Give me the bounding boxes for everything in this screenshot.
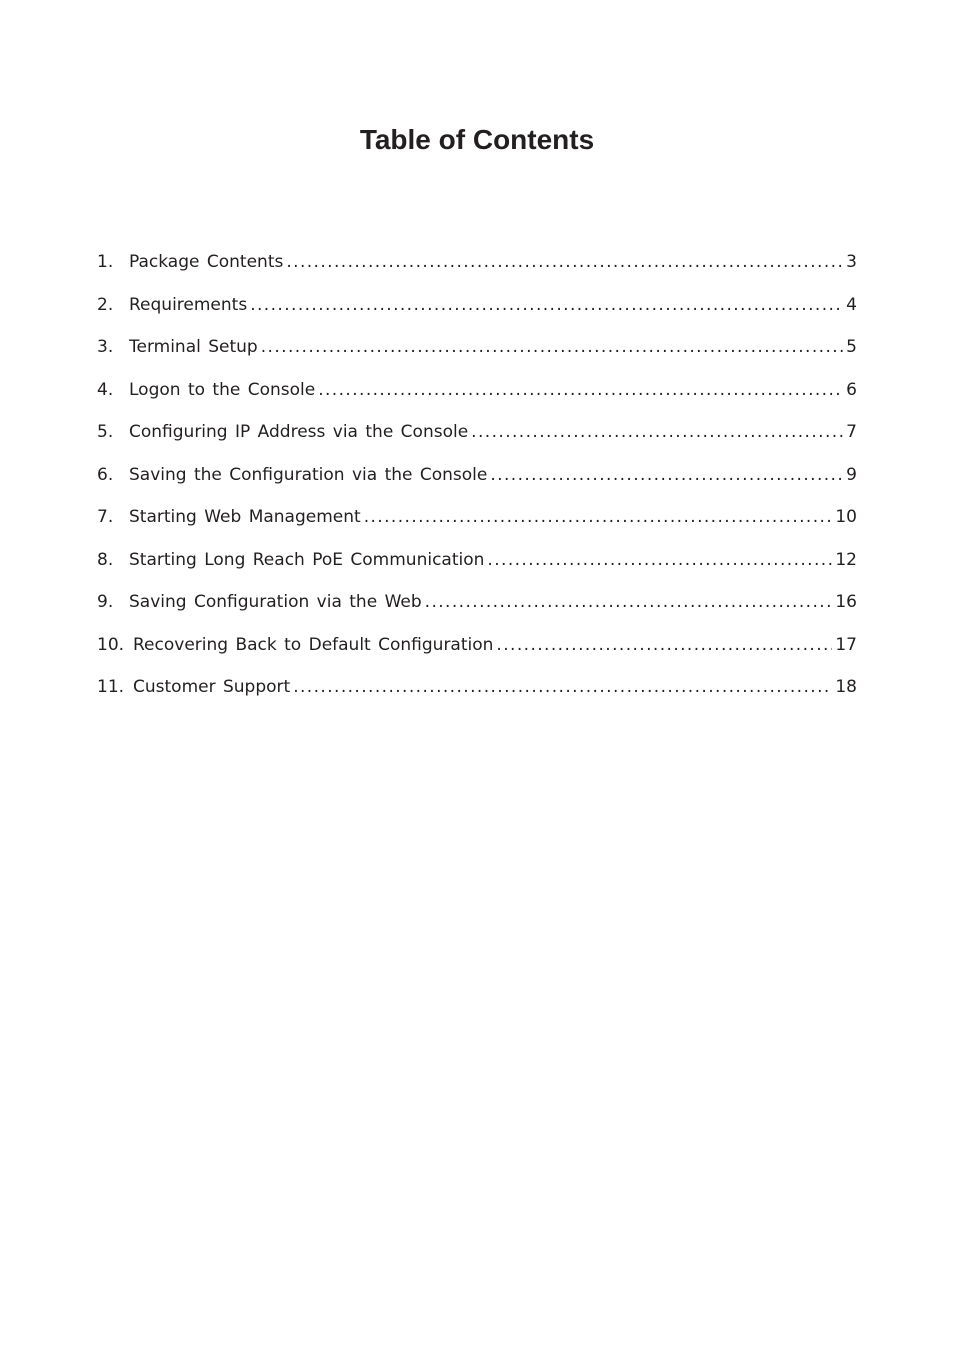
toc-entry-page: 7 (846, 422, 857, 442)
toc-entry-page: 3 (846, 252, 857, 272)
toc-dot-leader (286, 248, 843, 276)
toc-entry-page: 16 (835, 592, 857, 612)
toc-entry-saving-web[interactable] (97, 588, 857, 631)
toc-entry-recovering-default[interactable] (97, 631, 857, 674)
toc-entry-label: Saving the Configuration via the Console (129, 464, 488, 485)
toc-entry-long-reach-poe[interactable] (97, 546, 857, 589)
toc-entry-page: 10 (835, 507, 857, 527)
toc-entry-number: 5. (97, 422, 114, 442)
toc-entry-label: Requirements (129, 294, 248, 315)
toc-entry-number: 2. (97, 294, 114, 315)
toc-entry-requirements[interactable] (97, 291, 857, 334)
toc-list (97, 248, 857, 716)
page-title: Table of Contents (359, 124, 595, 155)
toc-dot-leader (425, 588, 833, 616)
toc-entry-number: 3. (97, 337, 114, 357)
toc-entry-label: Starting Web Management (129, 507, 361, 527)
toc-entry-number: 8. (97, 549, 114, 570)
toc-dot-leader (250, 291, 843, 319)
toc-entry-number: 6. (97, 464, 114, 485)
toc-dot-leader (261, 333, 843, 361)
toc-dot-leader (318, 376, 843, 404)
toc-dot-leader (496, 631, 832, 659)
toc-entry-customer-support[interactable] (97, 673, 857, 716)
toc-entry-label: Package Contents (129, 252, 284, 272)
toc-entry-label: Starting Long Reach PoE Communication (129, 549, 485, 570)
toc-entry-number: 11. (97, 677, 125, 697)
toc-entry-logon-console[interactable] (97, 376, 857, 419)
toc-entry-page: 4 (846, 294, 857, 315)
toc-entry-page: 9 (846, 464, 857, 485)
toc-entry-terminal-setup[interactable] (97, 333, 857, 376)
toc-dot-leader (364, 503, 833, 531)
toc-dot-leader (471, 418, 843, 446)
toc-dot-leader (487, 546, 832, 574)
toc-entry-label: Saving Configuration via the Web (129, 592, 422, 612)
toc-entry-configuring-ip[interactable] (97, 418, 857, 461)
toc-entry-page: 17 (835, 634, 857, 655)
toc-entry-web-management[interactable] (97, 503, 857, 546)
toc-entry-label: Terminal Setup (129, 337, 258, 357)
toc-entry-package-contents[interactable] (97, 248, 857, 291)
toc-entry-page: 12 (835, 549, 857, 570)
toc-entry-saving-console[interactable] (97, 461, 857, 504)
toc-entry-label: Logon to the Console (129, 379, 316, 400)
toc-entry-page: 18 (835, 677, 857, 697)
toc-entry-number: 9. (97, 592, 114, 612)
toc-entry-label: Configuring IP Address via the Console (129, 422, 469, 442)
toc-entry-number: 10. (97, 634, 125, 655)
toc-dot-leader (293, 673, 832, 701)
toc-entry-page: 5 (846, 337, 857, 357)
toc-entry-label: Customer Support (133, 677, 291, 697)
toc-entry-number: 4. (97, 379, 114, 400)
toc-dot-leader (490, 461, 843, 489)
toc-entry-number: 7. (97, 507, 114, 527)
toc-entry-label: Recovering Back to Default Configuration (133, 634, 494, 655)
toc-entry-page: 6 (846, 379, 857, 400)
toc-entry-number: 1. (97, 252, 114, 272)
